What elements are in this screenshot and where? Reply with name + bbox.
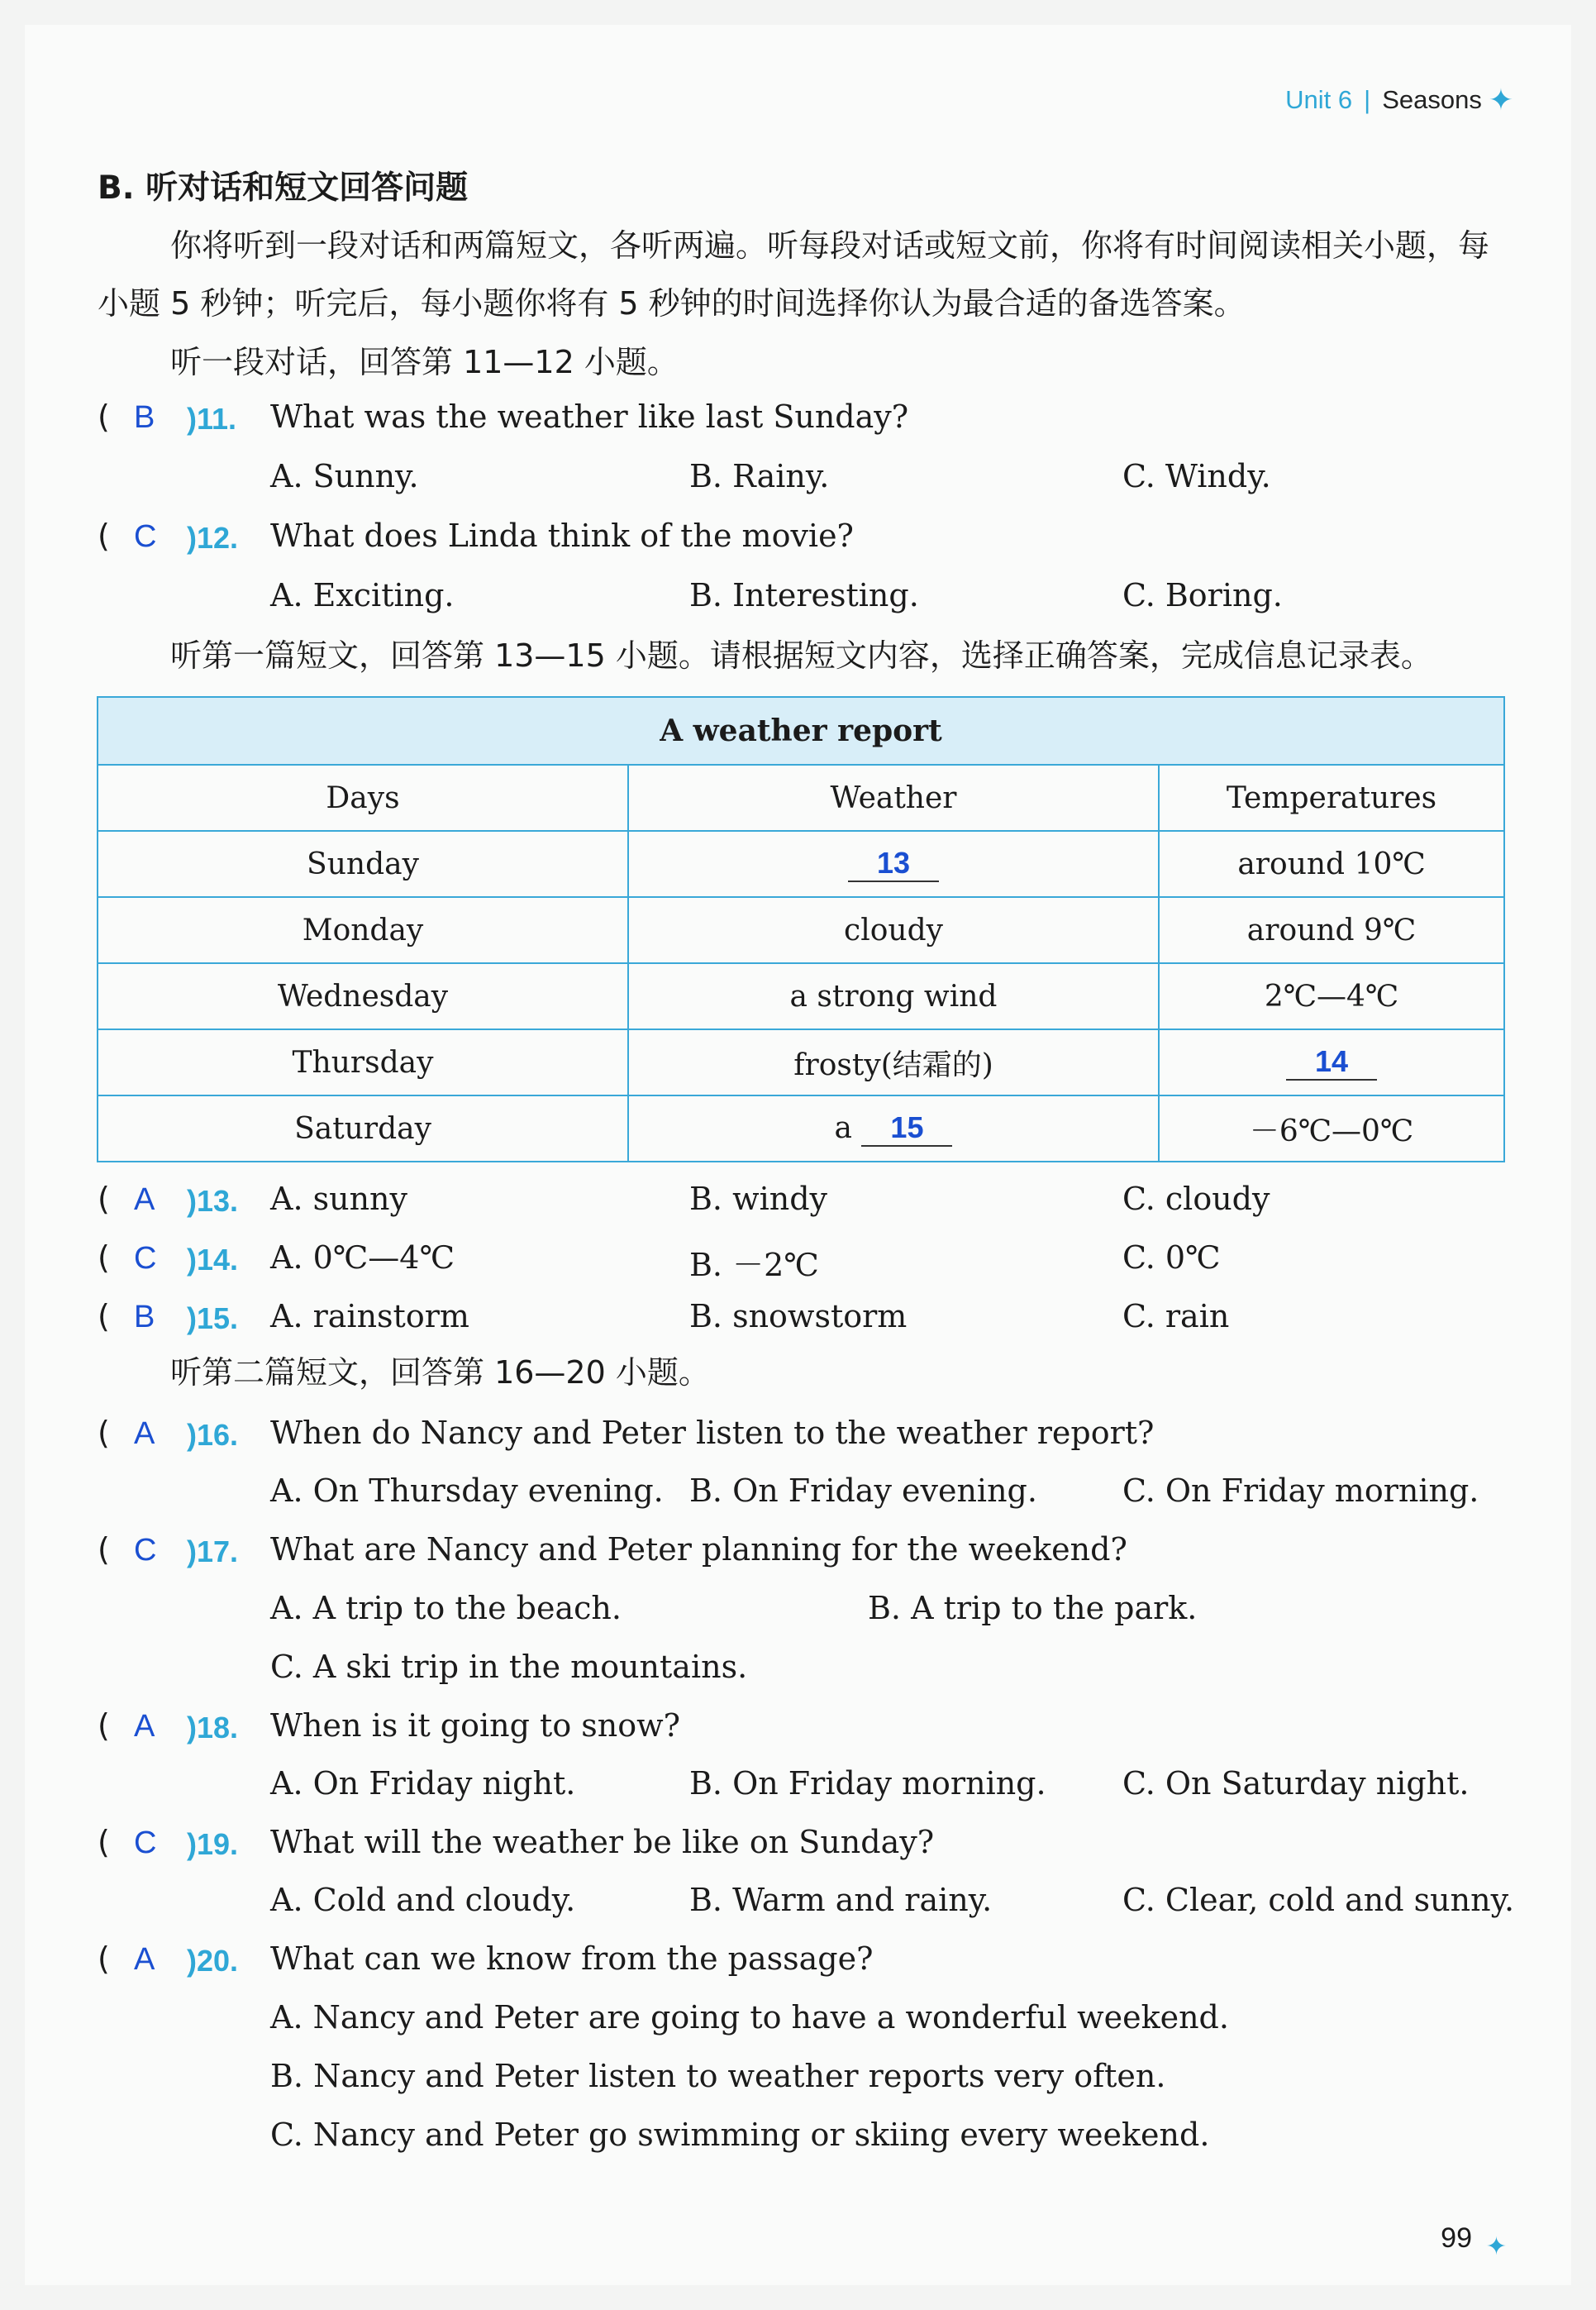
cell-day: Wednesday bbox=[98, 963, 628, 1029]
q20-option-b: B. Nancy and Peter listen to weather reports very often. bbox=[270, 2058, 1166, 2094]
header-temperatures: Temperatures bbox=[1159, 765, 1504, 831]
question-number-19: )19. bbox=[187, 1827, 239, 1861]
q17-option-c: C. A ski trip in the mountains. bbox=[270, 1649, 748, 1685]
q19-option-c: C. Clear, cold and sunny. bbox=[1122, 1882, 1515, 1918]
sparkle-icon: ✦ bbox=[1485, 2232, 1507, 2261]
question-12-text: What does Linda think of the movie? bbox=[270, 518, 854, 554]
q15-option-a: A. rainstorm bbox=[270, 1298, 469, 1334]
answer-16: A bbox=[134, 1416, 155, 1451]
q12-option-c: C. Boring. bbox=[1122, 577, 1283, 613]
q11-option-b: B. Rainy. bbox=[689, 458, 830, 494]
answer-20: A bbox=[134, 1942, 155, 1977]
q20-option-c: C. Nancy and Peter go swimming or skiing every weekend. bbox=[270, 2117, 1210, 2153]
paren-open: ( bbox=[98, 399, 110, 435]
q14-option-a: A. 0℃—4℃ bbox=[270, 1239, 455, 1276]
question-number-11: )11. bbox=[187, 402, 237, 436]
q19-option-a: A. Cold and cloudy. bbox=[270, 1882, 576, 1918]
question-number-18: )18. bbox=[187, 1711, 239, 1744]
part3-intro: 听第二篇短文，回答第 16—20 小题。 bbox=[170, 1354, 710, 1391]
header-days: Days bbox=[98, 765, 628, 831]
page-header bbox=[1285, 83, 1513, 117]
q15-option-c: C. rain bbox=[1122, 1298, 1230, 1334]
q12-option-a: A. Exciting. bbox=[270, 577, 455, 613]
blank-13: 13 bbox=[848, 846, 939, 882]
question-number-17: )17. bbox=[187, 1534, 239, 1568]
cell-weather: cloudy bbox=[628, 897, 1159, 963]
blank-15: 15 bbox=[861, 1110, 952, 1147]
q16-option-a: A. On Thursday evening. bbox=[270, 1472, 664, 1509]
cell-temp: －6℃—0℃ bbox=[1159, 1095, 1504, 1162]
paren-open: ( bbox=[98, 1531, 110, 1568]
cell-weather bbox=[628, 831, 1159, 897]
answer-11: B bbox=[134, 400, 155, 435]
instructions: 你将听到一段对话和两篇短文，各听两遍。听每段对话或短文前，你将有时间阅读相关小题，每小题 5 秒钟；听完后，每小题你将有 5 秒钟的时间选择你认为最合适的备选答案。 bbox=[98, 227, 1490, 322]
cell-temp: around 10℃ bbox=[1159, 831, 1504, 897]
q15-option-b: B. snowstorm bbox=[689, 1298, 908, 1334]
cell-weather: a strong wind bbox=[628, 963, 1159, 1029]
q20-option-a: A. Nancy and Peter are going to have a wonderful weekend. bbox=[270, 1999, 1229, 2036]
answer-19: C bbox=[134, 1826, 157, 1860]
table-row bbox=[98, 897, 1504, 963]
cell-weather: frosty(结霜的) bbox=[628, 1029, 1159, 1095]
cell-day: Sunday bbox=[98, 831, 628, 897]
paren-open: ( bbox=[98, 1415, 110, 1451]
cell-temp: 2℃—4℃ bbox=[1159, 963, 1504, 1029]
q19-option-b: B. Warm and rainy. bbox=[689, 1882, 993, 1918]
section-title: B. 听对话和短文回答问题 bbox=[98, 169, 469, 207]
question-number-15: )15. bbox=[187, 1301, 239, 1335]
question-17-text: What are Nancy and Peter planning for the weekend? bbox=[270, 1531, 1127, 1568]
paren-open: ( bbox=[98, 518, 110, 554]
blank-14: 14 bbox=[1286, 1044, 1377, 1081]
q14-option-c: C. 0℃ bbox=[1122, 1239, 1221, 1276]
q17-option-a: A. A trip to the beach. bbox=[270, 1590, 622, 1626]
q16-option-b: B. On Friday evening. bbox=[689, 1472, 1037, 1509]
answer-14: C bbox=[134, 1241, 157, 1276]
q13-option-a: A. sunny bbox=[270, 1181, 407, 1217]
question-number-13: )13. bbox=[187, 1184, 239, 1218]
question-number-20: )20. bbox=[187, 1944, 239, 1978]
answer-12: C bbox=[134, 519, 157, 554]
answer-13: A bbox=[134, 1182, 155, 1217]
paren-open: ( bbox=[98, 1239, 110, 1276]
q16-option-c: C. On Friday morning. bbox=[1122, 1472, 1479, 1509]
answer-17: C bbox=[134, 1533, 157, 1568]
part1-intro: 听一段对话，回答第 11—12 小题。 bbox=[170, 344, 679, 380]
paren-open: ( bbox=[98, 1181, 110, 1217]
q11-option-c: C. Windy. bbox=[1122, 458, 1271, 494]
weather-prefix: a bbox=[834, 1111, 852, 1145]
unit-title: Seasons bbox=[1382, 85, 1482, 114]
question-number-14: )14. bbox=[187, 1243, 239, 1277]
cell-day: Saturday bbox=[98, 1095, 628, 1162]
cell-temp: around 9℃ bbox=[1159, 897, 1504, 963]
header-divider: | bbox=[1364, 85, 1371, 114]
part2-intro: 听第一篇短文，回答第 13—15 小题。请根据短文内容，选择正确答案，完成信息记录表。 bbox=[170, 637, 1432, 674]
q18-option-c: C. On Saturday night. bbox=[1122, 1765, 1470, 1802]
q14-option-b: B. －2℃ bbox=[689, 1247, 819, 1283]
paren-open: ( bbox=[98, 1940, 110, 1977]
question-18-text: When is it going to snow? bbox=[270, 1707, 681, 1744]
table-row bbox=[98, 963, 1504, 1029]
page-number: 99 bbox=[1441, 2222, 1472, 2254]
q17-option-b: B. A trip to the park. bbox=[868, 1590, 1198, 1626]
q13-option-c: C. cloudy bbox=[1122, 1181, 1270, 1217]
table-row bbox=[98, 831, 1504, 897]
sparkle-icon: ✦ bbox=[1488, 83, 1513, 117]
answer-18: A bbox=[134, 1709, 155, 1744]
table-row bbox=[98, 1095, 1504, 1162]
question-11-text: What was the weather like last Sunday? bbox=[270, 399, 909, 435]
question-16-text: When do Nancy and Peter listen to the weather report? bbox=[270, 1415, 1155, 1451]
header-weather: Weather bbox=[628, 765, 1159, 831]
q11-option-a: A. Sunny. bbox=[270, 458, 419, 494]
question-19-text: What will the weather be like on Sunday? bbox=[270, 1824, 935, 1860]
q13-option-b: B. windy bbox=[689, 1181, 828, 1217]
answer-15: B bbox=[134, 1300, 155, 1334]
cell-day: Thursday bbox=[98, 1029, 628, 1095]
table-row bbox=[98, 1029, 1504, 1095]
weather-report-table bbox=[97, 696, 1505, 1162]
q18-option-b: B. On Friday morning. bbox=[689, 1765, 1046, 1802]
cell-weather bbox=[628, 1095, 1159, 1162]
cell-temp bbox=[1159, 1029, 1504, 1095]
table-title: A weather report bbox=[98, 697, 1504, 765]
cell-day: Monday bbox=[98, 897, 628, 963]
q18-option-a: A. On Friday night. bbox=[270, 1765, 576, 1802]
paren-open: ( bbox=[98, 1824, 110, 1860]
paren-open: ( bbox=[98, 1707, 110, 1744]
q12-option-b: B. Interesting. bbox=[689, 577, 919, 613]
question-20-text: What can we know from the passage? bbox=[270, 1940, 874, 1977]
unit-label: Unit 6 bbox=[1285, 85, 1353, 114]
question-number-16: )16. bbox=[187, 1418, 239, 1452]
paren-open: ( bbox=[98, 1298, 110, 1334]
question-number-12: )12. bbox=[187, 521, 239, 555]
